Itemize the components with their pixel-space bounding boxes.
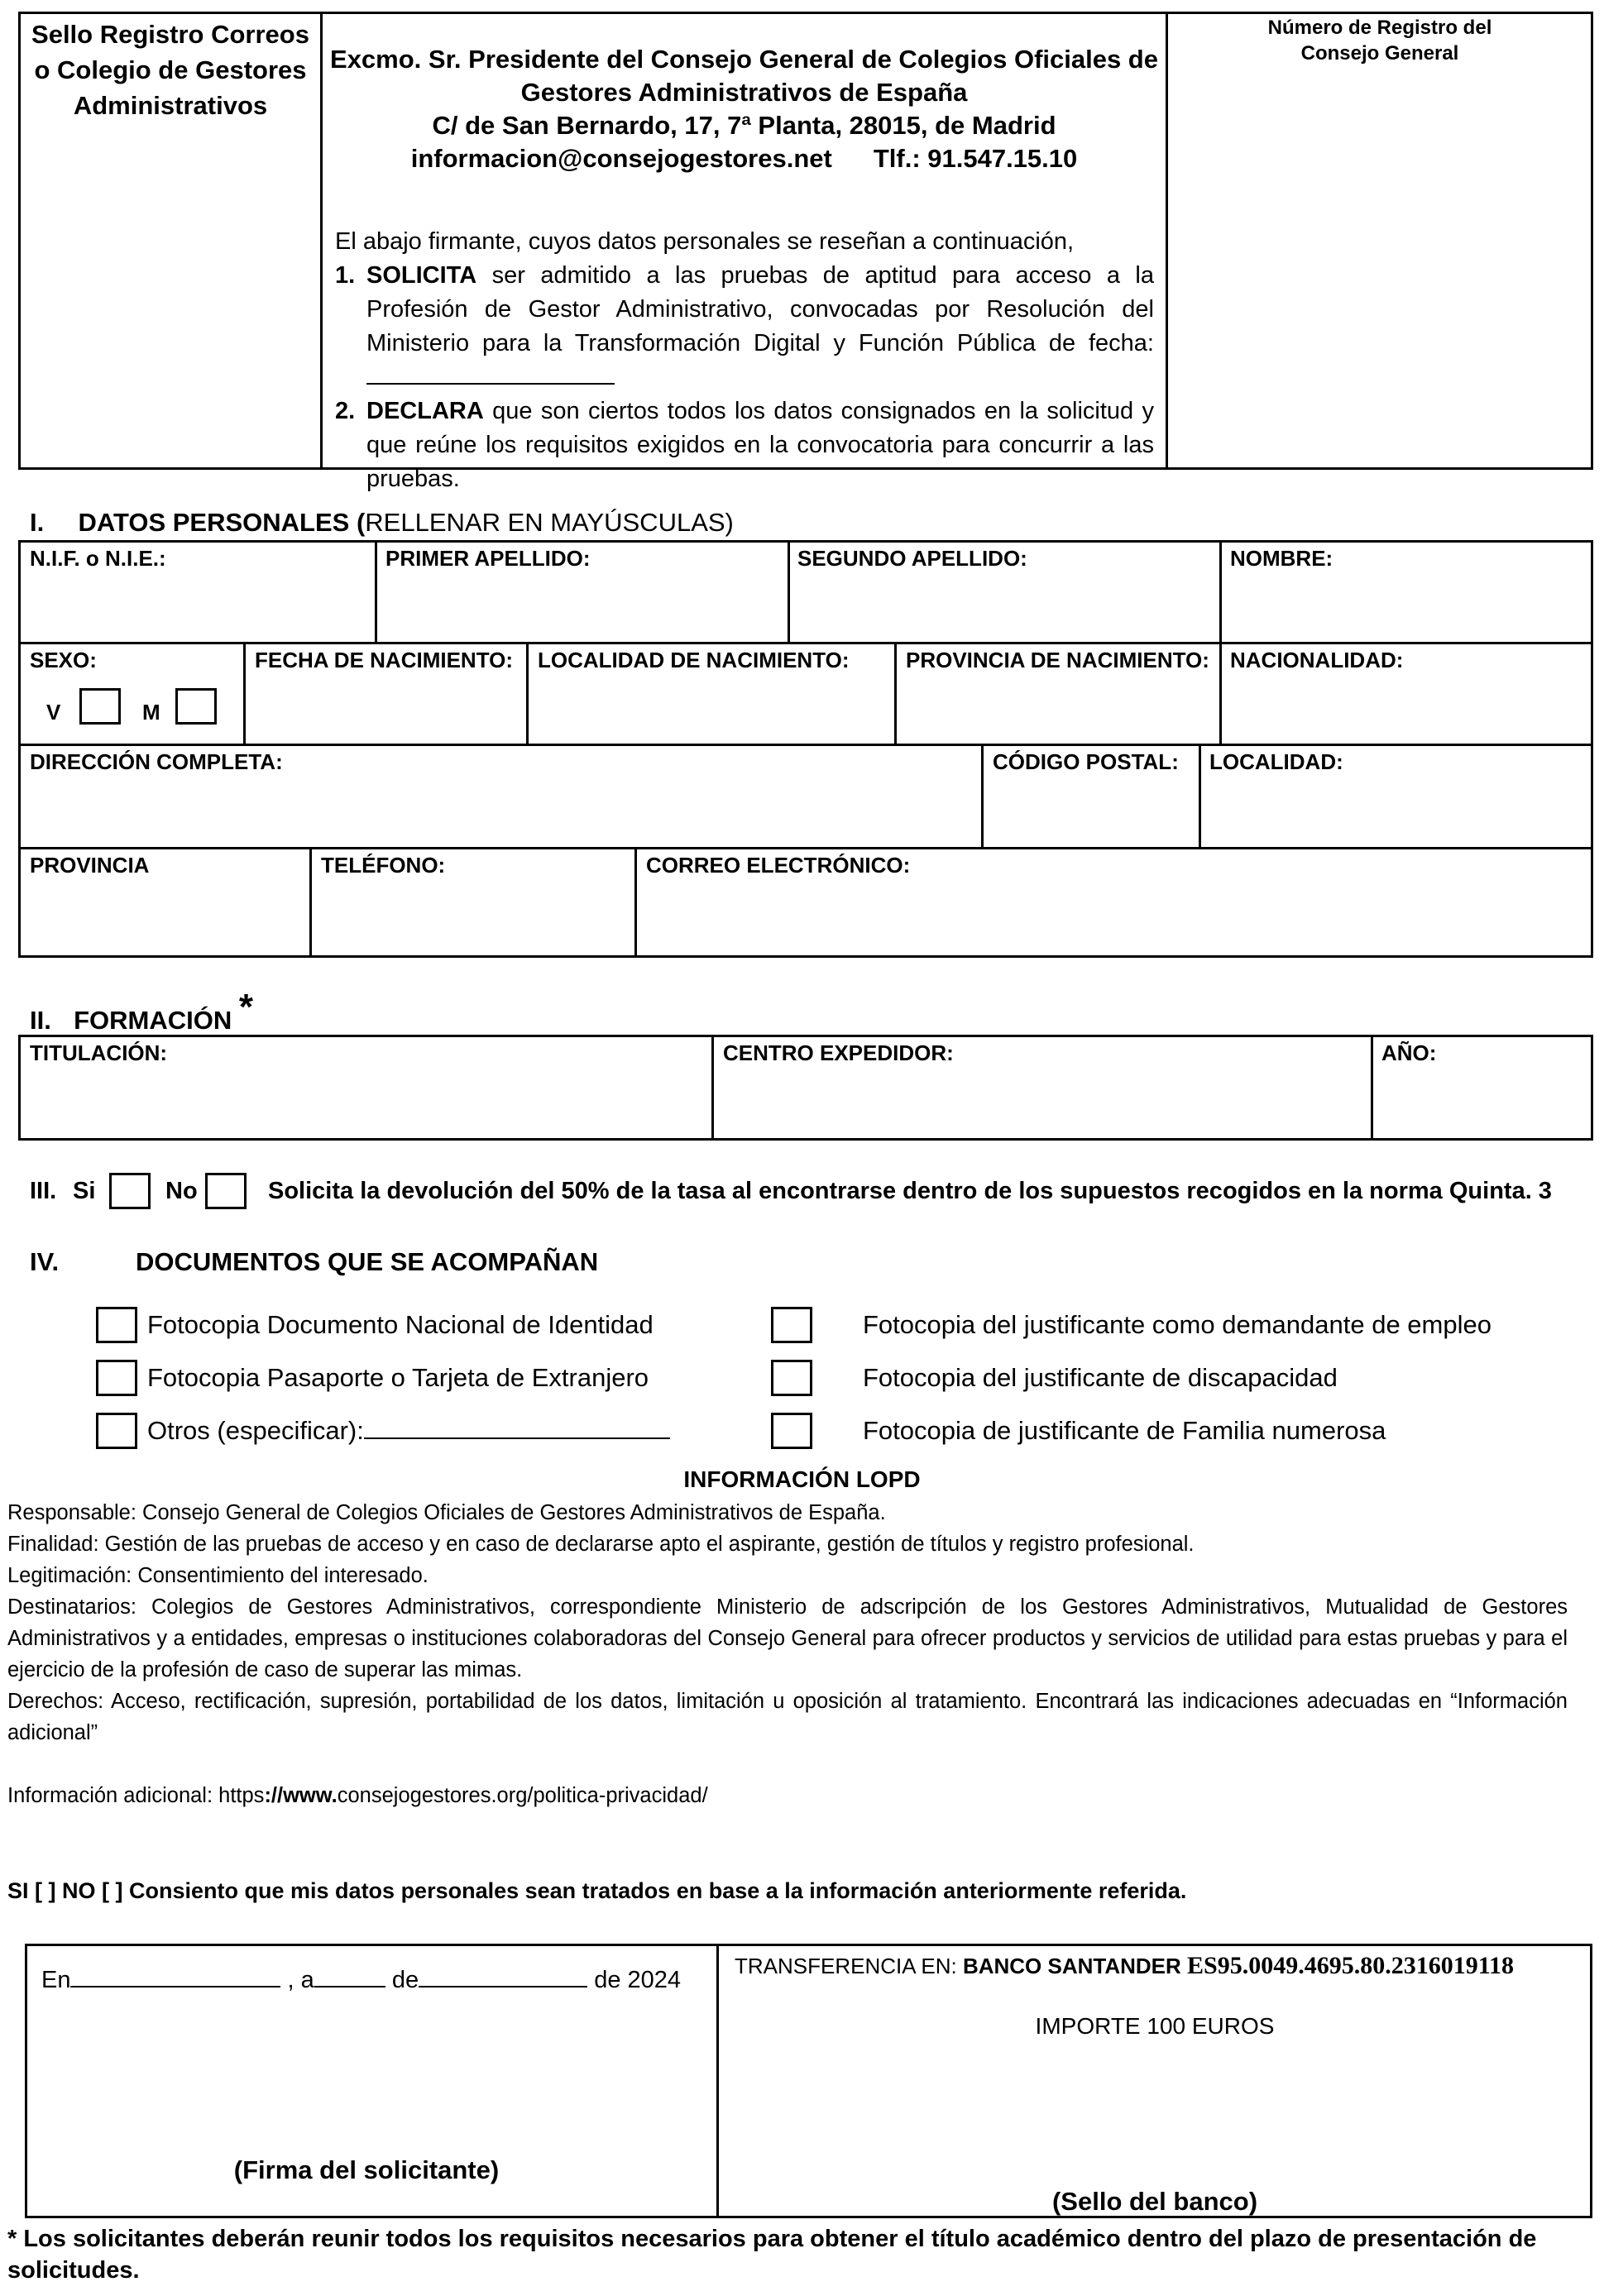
bank-amount: IMPORTE 100 EUROS	[1035, 2013, 1275, 2039]
sexo-v-checkbox[interactable]	[79, 688, 121, 725]
signature-a-label: , a	[287, 1967, 314, 1993]
correo-field[interactable]: CORREO ELECTRÓNICO:	[646, 853, 911, 878]
centro-expedidor-field[interactable]: CENTRO EXPEDIDOR:	[723, 1040, 954, 1065]
item-1-text: ser admitido a las pruebas de aptitud para acceso a la Profesión de Gestor Administrativo, convocadas por Resolución del Ministerio para la Transformación Digital y Función Pública de fecha:	[366, 262, 1154, 356]
section-3-si-checkbox[interactable]	[109, 1173, 151, 1209]
doc-familia-label: Fotocopia de justificante de Familia numerosa	[863, 1416, 1386, 1445]
stamp-line-1: Sello Registro Correos	[31, 20, 309, 49]
r2-div-2	[526, 642, 529, 745]
row-line-3	[18, 847, 1593, 849]
lopd-finalidad: Finalidad: Gestión de las pruebas de acceso y en caso de declararse apto el aspirante, gestión de títulos y registro profesional.	[7, 1533, 1195, 1556]
addressee-line-1: Excmo. Sr. Presidente del Consejo General de Colegios Oficiales de	[330, 45, 1158, 74]
section-2-number: II.	[30, 1006, 51, 1035]
declaration	[335, 225, 1154, 496]
consent-row	[7, 1878, 1186, 1904]
section-1-heading	[30, 508, 734, 538]
doc-otros-text: Otros (especificar):	[147, 1416, 364, 1445]
section-4-number: IV.	[30, 1247, 60, 1276]
transfer-label: TRANSFERENCIA EN:	[735, 1954, 963, 1978]
section-3-number: III.	[30, 1178, 57, 1204]
nif-field[interactable]: N.I.F. o N.I.E.:	[30, 546, 166, 571]
declaration-intro: El abajo firmante, cuyos datos personales se reseñan a continuación,	[335, 228, 1075, 255]
r4-div-2	[634, 847, 637, 958]
sexo-v-label: V	[46, 700, 61, 725]
asterisk-mark: *	[238, 987, 253, 1027]
lopd-adicional	[7, 1780, 1568, 1811]
bank-stamp-caption: (Sello del banco)	[1051, 2187, 1258, 2216]
section-3-text: Solicita la devolución del 50% de la tasa al encontrarse dentro de los supuestos recogidos en la norma Quinta. 3	[268, 1178, 1552, 1204]
doc-otros-label	[147, 1416, 670, 1446]
addressee-line-2: Gestores Administrativos de España	[520, 78, 968, 107]
section-1-title: DATOS PERSONALES (	[78, 508, 366, 537]
titulacion-field[interactable]: TITULACIÓN:	[30, 1040, 168, 1065]
item-2-number: 2.	[335, 398, 356, 424]
contact-phone: Tlf.: 91.547.15.10	[873, 144, 1078, 173]
signature-year: de 2024	[594, 1967, 682, 1993]
privacy-link-path: consejogestores.org/politica-privacidad/	[337, 1784, 708, 1807]
lopd-derechos: Derechos: Acceso, rectificación, supresión, portabilidad de los datos, limitación u oposición al tratamiento. Encontrará las indicaciones adecuadas en “Información adicional”	[7, 1690, 1568, 1744]
addressee-contact	[323, 142, 1166, 175]
primer-apellido-field[interactable]: PRIMER APELLIDO:	[385, 546, 591, 571]
row-line-2	[18, 744, 1593, 746]
stamp-box-label	[21, 17, 320, 123]
lopd-adicional-label: Información adicional:	[7, 1784, 219, 1807]
date-blank[interactable]	[366, 383, 615, 385]
r2-div-4	[1219, 642, 1222, 745]
doc-otros-blank[interactable]	[364, 1437, 670, 1439]
addressee	[323, 43, 1166, 175]
doc-discapacidad-label: Fotocopia del justificante de discapacidad	[863, 1363, 1338, 1392]
item-2-text: que son ciertos todos los datos consignados en la solicitud y que reúne los requisitos exigidos en la convocatoria para concurrir a las pruebas.	[366, 398, 1154, 492]
r2-div-1	[243, 642, 246, 745]
sexo-label: SEXO:	[30, 648, 97, 672]
addressee-line-3: C/ de San Bernardo, 17, 7ª Planta, 28015, de Madrid	[432, 111, 1056, 140]
item-2-keyword: DECLARA	[366, 398, 484, 424]
signature-day-blank[interactable]	[314, 1986, 385, 1987]
row-line-1	[18, 642, 1593, 644]
doc-otros-checkbox[interactable]	[96, 1413, 137, 1449]
privacy-link-scheme: https	[218, 1784, 265, 1807]
sexo-m-checkbox[interactable]	[175, 688, 217, 725]
r1-div-1	[375, 540, 377, 643]
provincia-field[interactable]: PROVINCIA	[30, 853, 150, 878]
declaration-item-2	[335, 395, 1154, 496]
doc-empleo-label: Fotocopia del justificante como demandante de empleo	[863, 1310, 1491, 1339]
doc-discapacidad-checkbox[interactable]	[771, 1360, 812, 1396]
edu-div-1	[711, 1035, 714, 1141]
r3-div-1	[981, 744, 984, 849]
bank-transfer	[735, 1952, 1514, 1980]
edu-div-2	[1371, 1035, 1373, 1141]
telefono-field[interactable]: TELÉFONO:	[321, 853, 446, 878]
signature-caption: (Firma del solicitante)	[233, 2155, 500, 2184]
r4-div-1	[309, 847, 312, 958]
registry-number-label	[1168, 15, 1592, 66]
lopd-destinatarios: Destinatarios: Colegios de Gestores Administrativos, correspondiente Ministerio de adscripción de los Gestores Administrativos, Mutualidad de Gestores Administrativos y a entidades, empresas o instituciones colaboradoras del Consejo General para ofrecer productos y servicios de utilidad para estas pruebas y para el ejercicio de la profesión de caso de superar las mimas.	[7, 1595, 1568, 1681]
consent-no-checkbox[interactable]: NO [ ]	[62, 1878, 123, 1903]
nombre-field[interactable]: NOMBRE:	[1230, 546, 1333, 571]
section-2-title: FORMACIÓN	[74, 1006, 232, 1035]
signature-place-blank[interactable]	[70, 1986, 280, 1987]
r1-div-2	[788, 540, 790, 643]
contact-email: informacion@consejogestores.net	[410, 144, 832, 173]
sexo-m-label: M	[142, 700, 160, 725]
registry-line-1: Número de Registro del	[1267, 17, 1492, 39]
privacy-link-www: ://www.	[264, 1784, 338, 1807]
direccion-field[interactable]: DIRECCIÓN COMPLETA:	[30, 749, 283, 774]
lopd-responsable: Responsable: Consejo General de Colegios Oficiales de Gestores Administrativos de España.	[7, 1501, 886, 1524]
privacy-link[interactable]	[218, 1784, 708, 1807]
footnote: * Los solicitantes deberán reunir todos los requisitos necesarios para obtener el título académico dentro del plazo de presentación de solicitudes.	[7, 2226, 1537, 2284]
section-2-heading	[30, 987, 253, 1038]
codigo-postal-field[interactable]: CÓDIGO POSTAL:	[993, 749, 1179, 774]
doc-familia-checkbox[interactable]	[771, 1413, 812, 1449]
lopd-legitimacion: Legitimación: Consentimiento del interesado.	[7, 1564, 429, 1587]
doc-pasaporte-checkbox[interactable]	[96, 1360, 137, 1396]
doc-empleo-checkbox[interactable]	[771, 1307, 812, 1343]
signature-month-blank[interactable]	[419, 1986, 587, 1987]
signature-en-label: En	[41, 1967, 71, 1993]
consent-si-checkbox[interactable]: SI [ ]	[7, 1878, 56, 1903]
section-4-title: DOCUMENTOS QUE SE ACOMPAÑAN	[136, 1247, 599, 1276]
section-3-no-label: No	[165, 1178, 198, 1204]
signature-place-date	[41, 1967, 681, 1994]
item-1-keyword: SOLICITA	[366, 262, 477, 289]
section-3-si-label: Si	[73, 1178, 96, 1204]
nacionalidad-field[interactable]: NACIONALIDAD:	[1230, 648, 1404, 672]
fecha-nacimiento-field[interactable]: FECHA DE NACIMIENTO:	[255, 648, 513, 672]
localidad-nacimiento-field[interactable]: LOCALIDAD DE NACIMIENTO:	[538, 648, 850, 672]
r1-div-3	[1219, 540, 1222, 643]
localidad-field[interactable]: LOCALIDAD:	[1209, 749, 1343, 774]
r3-div-2	[1199, 744, 1201, 849]
lopd-body	[7, 1497, 1568, 1811]
header-divider-2	[1166, 12, 1168, 470]
item-1-number: 1.	[335, 262, 356, 289]
bank-iban: ES95.0049.4695.80.2316019118	[1187, 1952, 1515, 1979]
stamp-line-2: o Colegio de Gestores	[34, 55, 307, 84]
section-1-number: I.	[30, 508, 45, 537]
r2-div-3	[894, 642, 897, 745]
declaration-item-1	[335, 259, 1154, 395]
doc-pasaporte-label: Fotocopia Pasaporte o Tarjeta de Extranjero	[147, 1363, 649, 1392]
segundo-apellido-field[interactable]: SEGUNDO APELLIDO:	[797, 546, 1027, 571]
section-3-no-checkbox[interactable]	[205, 1173, 247, 1209]
registry-line-2: Consejo General	[1300, 42, 1459, 65]
stamp-line-3: Administrativos	[73, 91, 268, 120]
doc-dni-checkbox[interactable]	[96, 1307, 137, 1343]
provincia-nacimiento-field[interactable]: PROVINCIA DE NACIMIENTO:	[906, 648, 1209, 672]
bank-name: BANCO SANTANDER	[962, 1954, 1188, 1978]
section-1-subtitle: RELLENAR EN MAYÚSCULAS)	[365, 508, 734, 537]
consent-text: Consiento que mis datos personales sean tratados en base a la información anteriormente referida.	[129, 1878, 1187, 1903]
anio-field[interactable]: AÑO:	[1381, 1040, 1437, 1065]
signature-de-label: de	[391, 1967, 419, 1993]
doc-dni-label: Fotocopia Documento Nacional de Identidad	[147, 1310, 654, 1339]
lopd-title: INFORMACIÓN LOPD	[683, 1466, 921, 1492]
signature-bank-divider	[716, 1944, 719, 2218]
